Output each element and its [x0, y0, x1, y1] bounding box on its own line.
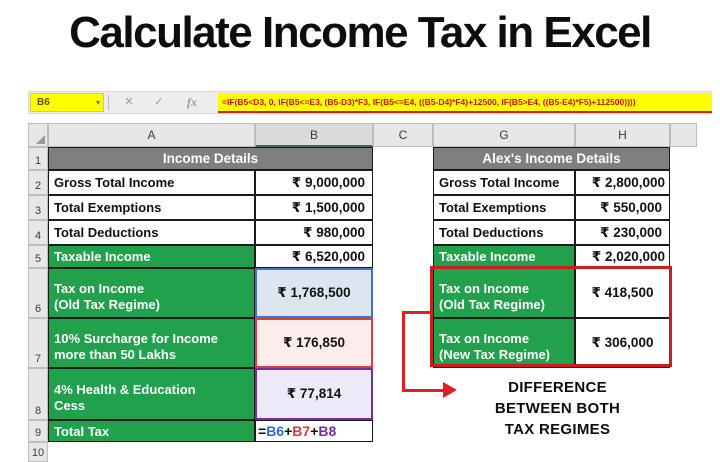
- row-header-1[interactable]: 1: [28, 147, 48, 170]
- cell-b6-selected[interactable]: ₹ 1,768,500: [255, 268, 373, 318]
- cell-a3[interactable]: Total Exemptions: [48, 195, 255, 220]
- formula-ref-b8: B8: [318, 423, 337, 439]
- formula-plus: +: [284, 423, 293, 439]
- cell-g5[interactable]: Taxable Income: [433, 245, 575, 268]
- row-header-7[interactable]: 7: [28, 318, 48, 368]
- cell-g2[interactable]: Gross Total Income: [433, 170, 575, 195]
- arrow-line-top: [402, 311, 432, 314]
- difference-note-line: TAX REGIMES: [504, 421, 611, 438]
- cell-b4[interactable]: ₹ 980,000: [255, 220, 373, 245]
- formula-eq: =: [258, 423, 267, 439]
- select-all-corner[interactable]: [28, 123, 48, 147]
- cell-a9[interactable]: Total Tax: [48, 420, 255, 442]
- row-header-2[interactable]: 2: [28, 170, 48, 195]
- column-header-h[interactable]: H: [575, 123, 670, 147]
- cell-b8[interactable]: ₹ 77,814: [255, 368, 373, 420]
- formula-input[interactable]: =IF(B5<D3, 0, IF(B5<=E3, (B5-D3)*F3, IF(B5<=E4, ((B5-D4)*F4)+12500, IF(B5>E4, ((B5-E4)*F5)+112500)))): [218, 93, 712, 113]
- cell-b7[interactable]: ₹ 176,850: [255, 318, 373, 368]
- cell-b5[interactable]: ₹ 6,520,000: [255, 245, 373, 268]
- row-header-5[interactable]: 5: [28, 245, 48, 268]
- cell-a6-label: Tax on Income (Old Tax Regime): [54, 281, 160, 312]
- formula-ref-b6: B6: [266, 423, 285, 439]
- cell-a8-label: 4% Health & Education Cess: [54, 382, 196, 413]
- cell-a5[interactable]: Taxable Income: [48, 245, 255, 268]
- insert-function-icon[interactable]: fx: [187, 95, 197, 109]
- column-header-filler: [670, 123, 697, 147]
- cell-h7[interactable]: ₹ 306,000: [575, 318, 670, 368]
- page-title: Calculate Income Tax in Excel: [69, 8, 651, 57]
- arrow-line-vertical: [402, 311, 405, 392]
- column-header-g[interactable]: G: [433, 123, 575, 147]
- column-header-c[interactable]: C: [373, 123, 433, 147]
- formula-bar-divider: [108, 95, 109, 110]
- formula-plus: +: [310, 423, 319, 439]
- left-table-title[interactable]: Income Details: [48, 147, 373, 170]
- cell-h5[interactable]: ₹ 2,020,000: [575, 245, 670, 268]
- row-header-9[interactable]: 9: [28, 420, 48, 442]
- row-header-8[interactable]: 8: [28, 368, 48, 420]
- difference-note-line: DIFFERENCE: [508, 379, 607, 396]
- difference-note-line: BETWEEN BOTH: [494, 400, 621, 417]
- cell-h4[interactable]: ₹ 230,000: [575, 220, 670, 245]
- cell-h6[interactable]: ₹ 418,500: [575, 268, 670, 318]
- cell-a8[interactable]: [48, 368, 255, 420]
- name-box[interactable]: B6: [30, 93, 104, 112]
- cell-h3[interactable]: ₹ 550,000: [575, 195, 670, 220]
- formula-ref-b7: B7: [292, 423, 311, 439]
- column-header-b[interactable]: B: [255, 123, 373, 147]
- column-header-a[interactable]: A: [48, 123, 255, 147]
- name-box-dropdown-icon[interactable]: ▾: [95, 98, 100, 107]
- cell-g3[interactable]: Total Exemptions: [433, 195, 575, 220]
- row-header-10[interactable]: 10: [28, 442, 48, 462]
- cell-g4[interactable]: Total Deductions: [433, 220, 575, 245]
- cell-b9-formula[interactable]: [255, 420, 373, 442]
- right-table-title[interactable]: Alex's Income Details: [433, 147, 670, 170]
- enter-icon[interactable]: ✓: [154, 96, 164, 108]
- difference-note: [460, 377, 655, 440]
- cell-a2[interactable]: Gross Total Income: [48, 170, 255, 195]
- highlight-box: [430, 266, 672, 367]
- cell-a7-label: 10% Surcharge for Income more than 50 Lakhs: [54, 331, 218, 362]
- row-header-4[interactable]: 4: [28, 220, 48, 245]
- arrow-head-icon: [443, 382, 457, 398]
- cell-b2[interactable]: ₹ 9,000,000: [255, 170, 373, 195]
- cell-b3[interactable]: ₹ 1,500,000: [255, 195, 373, 220]
- cancel-icon[interactable]: ✕: [124, 96, 134, 108]
- cell-a6[interactable]: [48, 268, 255, 318]
- cell-h2[interactable]: ₹ 2,800,000: [575, 170, 670, 195]
- row-header-3[interactable]: 3: [28, 195, 48, 220]
- cell-a7[interactable]: [48, 318, 255, 368]
- arrow-line-bottom: [402, 389, 444, 392]
- row-header-6[interactable]: 6: [28, 268, 48, 318]
- cell-g7-label: Tax on Income (New Tax Regime): [439, 331, 551, 362]
- cell-g6-label: Tax on Income (Old Tax Regime): [439, 281, 545, 312]
- cell-a4[interactable]: Total Deductions: [48, 220, 255, 245]
